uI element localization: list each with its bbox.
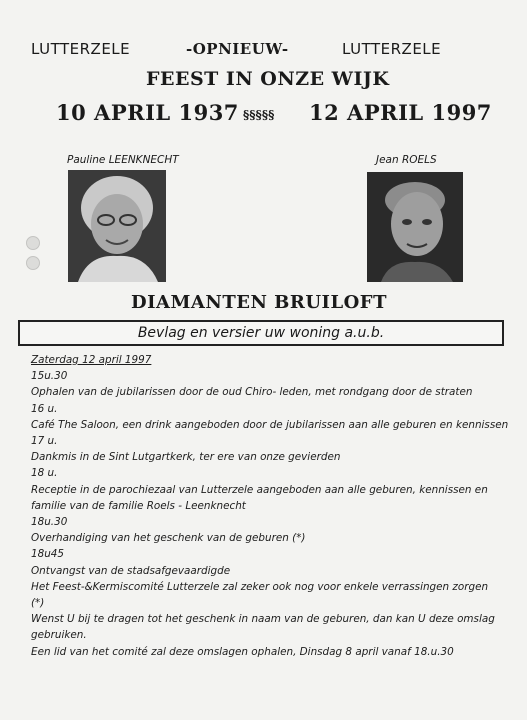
banner-box [18, 320, 504, 346]
program-item: Ophalen van de jubilarissen door de oud Chiro- leden, met rondgang door de straten [31, 386, 473, 399]
program-item: Ontvangst van de stadsafgevaardigde [31, 564, 231, 577]
program-item: Een lid van het comité zal deze omslagen ophalen, Dinsdag 8 april vanaf 18.u.30 [31, 645, 454, 658]
punch-hole [26, 256, 40, 270]
program-time: 15u.30 [31, 370, 68, 383]
header-date-left: 10 APRIL 1937 [56, 100, 239, 125]
program-day: Zaterdag 12 april 1997 [31, 354, 152, 366]
banner-text: Bevlag en versier uw woning a.u.b. [137, 325, 385, 341]
program-time: 18u45 [31, 548, 65, 561]
program-item: Wenst U bij te dragen tot het geschenk in naam van de geburen, dan kan U deze omslag [31, 613, 495, 626]
program-time: 16 u. [31, 402, 58, 415]
portrait-woman-image [68, 170, 166, 282]
program-time: 18 u. [31, 467, 58, 480]
header-date-right: 12 APRIL 1997 [309, 100, 492, 125]
program-time: 17 u. [31, 435, 58, 448]
header-separator: §§§§§ [243, 108, 275, 122]
header-center: -OPNIEUW- [186, 40, 289, 58]
program-item: familie van de familie Roels - Leenknecht [31, 499, 246, 512]
portrait-photo-right [367, 172, 463, 282]
program-item: gebruiken. [31, 629, 87, 642]
program-item: Overhandiging van het geschenk van de geburen (*) [31, 532, 306, 545]
header-title: FEEST IN ONZE WIJK [146, 68, 390, 90]
punch-holes [26, 236, 40, 276]
punch-hole [26, 236, 40, 250]
program-item: Dankmis in de Sint Lutgartkerk, ter ere van onze gevierden [31, 451, 341, 464]
subtitle: DIAMANTEN BRUILOFT [131, 292, 387, 313]
portrait-photo-left [68, 170, 166, 282]
header-left-town: LUTTERZELE [31, 40, 131, 58]
program-item: Receptie in de parochiezaal van Lutterzele aangeboden aan alle geburen, kennissen en [31, 483, 488, 496]
program-list [31, 352, 511, 660]
program-time: 18u.30 [31, 516, 68, 529]
right-photo-caption: Jean ROELS [376, 154, 437, 166]
program-item: Café The Saloon, een drink aangeboden door de jubilarissen aan alle geburen en kennissen [31, 418, 509, 431]
portrait-man-image [367, 172, 463, 282]
program-item: Het Feest-&Kermiscomité Lutterzele zal zeker ook nog voor enkele verrassingen zorgen [31, 580, 489, 593]
program-item: (*) [31, 597, 45, 610]
header-right-town: LUTTERZELE [342, 40, 442, 58]
left-photo-caption: Pauline LEENKNECHT [67, 154, 179, 166]
